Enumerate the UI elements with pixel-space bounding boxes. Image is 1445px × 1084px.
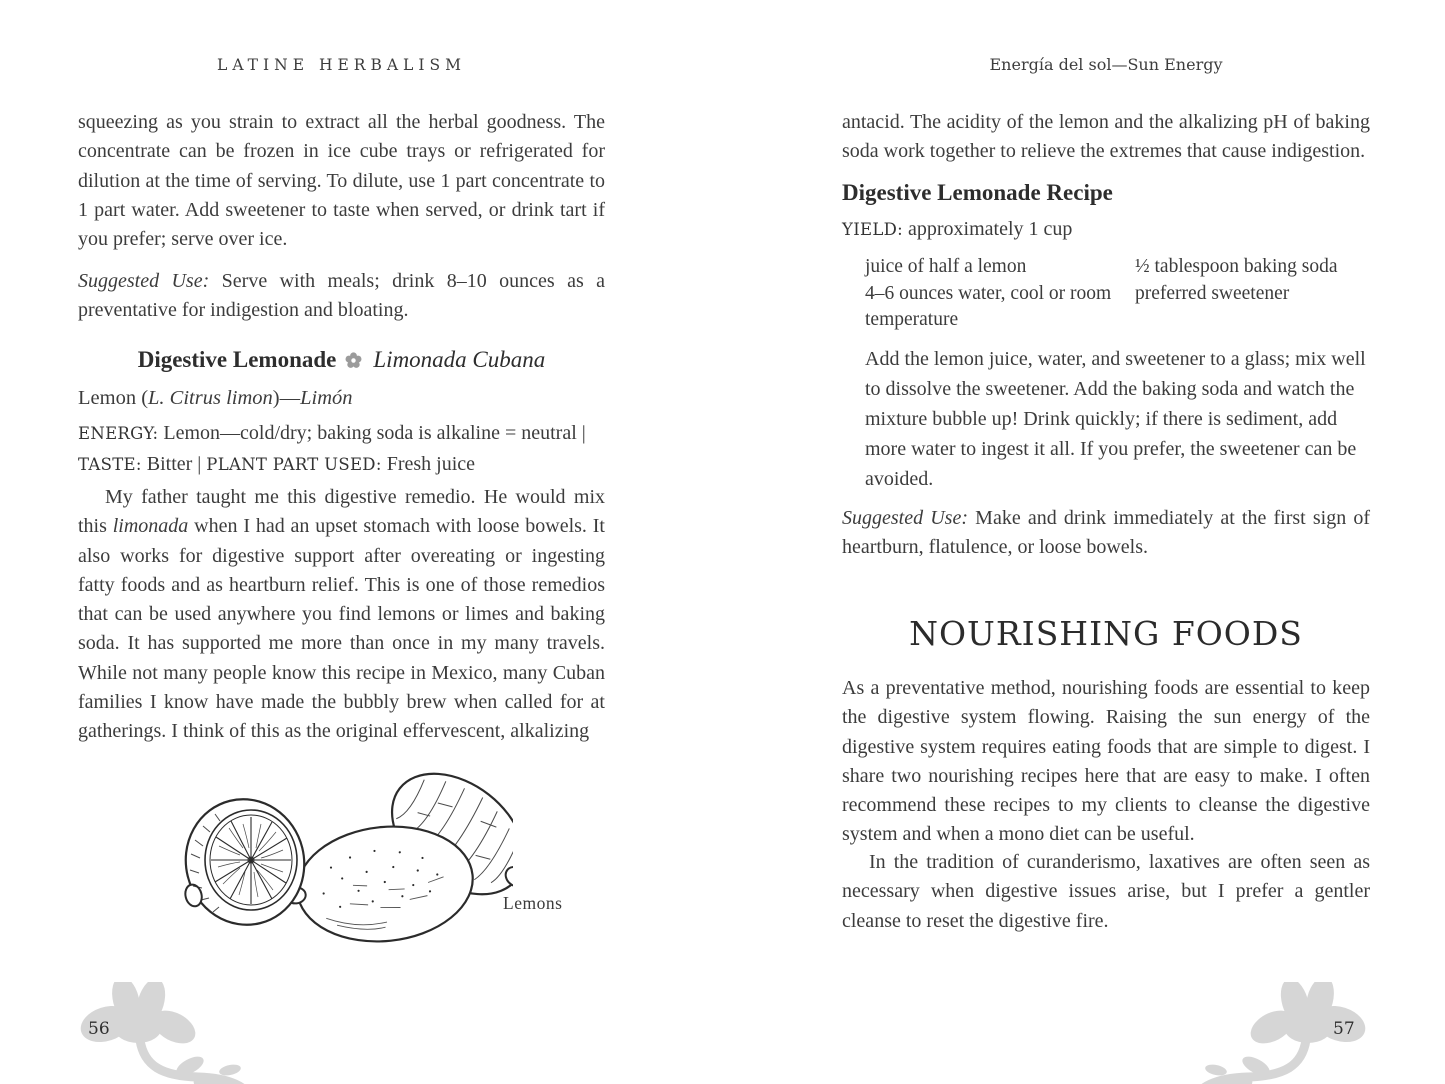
body-text-italic: limonada (112, 515, 189, 538)
instructions-paragraph: Add the lemon juice, water, and sweetener to a glass; mix well to dissolve the sweetener. Add the baking soda and watch the mixture bubble up! Drink quickly; if there is sediment, add more water to ingest it all. If you prefer, the sweetener can be avoided. (865, 348, 1366, 490)
left-recipe-heading (78, 345, 605, 377)
left-continuation-paragraph: squeezing as you strain to extract all the herbal goodness. The concentrate can be frozen in ice cube trays or refrigerated for dilution at the time of serving. To dilute, use 1 part concentrate to 1 part water. Add sweetener to taste when served, or drink tart if you prefer; serve over ice. (78, 111, 605, 251)
ingredient-item: ½ tablespoon baking soda (1135, 256, 1338, 277)
ingredient-item: preferred sweetener (1135, 282, 1290, 304)
nourishing-foods-paragraph-1: As a preventative method, nourishing foods are essential to keep the digestive system flowing. Raising the sun energy of the digestive system requires eating foods that are simple to digest. I share two nourishing recipes here that are easy to make. I often recommend these recipes to my clients to cleanse the digestive system and when a mono diet can be useful. (842, 677, 1370, 846)
plant-latin-name: L. Citrus limon (148, 387, 273, 409)
taste-text: Bitter | (141, 453, 207, 475)
yield-text: approximately 1 cup (903, 218, 1073, 240)
plant-properties (78, 418, 605, 480)
ingredient-item: juice of half a lemon (865, 256, 1027, 277)
plant-name-part: Lemon ( (78, 387, 149, 409)
right-running-head: Energía del sol—Sun Energy (989, 55, 1223, 74)
energy-text: Lemon—cold/dry; baking soda is alkaline = neutral | (158, 422, 586, 444)
recipe-subtitle: Limonada Cubana (373, 347, 546, 372)
left-page (78, 0, 605, 1084)
nourishing-foods-heading: NOURISHING FOODS (909, 614, 1303, 653)
right-suggested-use (842, 504, 1370, 563)
body-text: My father taught me this digestive remedio. He would mix this (78, 486, 605, 538)
right-continuation-paragraph: antacid. The acidity of the lemon and the alkalizing pH of baking soda work together to relieve the extremes that cause indigestion. (842, 111, 1370, 163)
left-suggested-use (78, 267, 605, 326)
suggested-use-text: Make and drink immediately at the first sign of heartburn, flatulence, or loose bowels. (842, 507, 1371, 559)
plant-part-label: PLANT PART USED: (206, 455, 382, 474)
yield-line (842, 218, 1370, 241)
suggested-use-label: Suggested Use: (78, 270, 210, 292)
yield-label: YIELD: (842, 220, 904, 239)
recipe-section-heading: Digestive Lemonade Recipe (842, 180, 1113, 205)
plant-name-part: )— (272, 387, 301, 409)
flower-ornament-icon (345, 347, 362, 377)
body-text: when I had an upset stomach with loose bowels. It also works for digestive support after overeating or ingesting fatty foods and as heartburn relief. This is one of those remedios that can be used anywhere you find lemons or limes and baking soda. It has supported me more than once in my many travels. While not many people know this recipe in Mexico, many Cuban families I know have made the bubbly brew when called for at gatherings. I think of this as the original effervescent, alkalizing (78, 515, 605, 743)
ingredient-item: 4–6 ounces water, cool or room temperature (865, 282, 1112, 330)
suggested-use-text: Serve with meals; drink 8–10 ounces as a preventative for indigestion and bloating. (78, 270, 606, 322)
illustration-caption: Lemons (503, 893, 563, 913)
nourishing-foods-paragraph-2: In the tradition of curanderismo, laxatives are often seen as necessary when digestive issues arise, but I prefer a gentler cleanse to reset the digestive fire. (842, 851, 1370, 932)
corner-flower-ornament-left (38, 982, 318, 1084)
right-page (842, 0, 1370, 1084)
plant-spanish-name: Limón (300, 387, 353, 409)
left-body-paragraph (78, 483, 605, 747)
recipe-title: Digestive Lemonade (137, 347, 337, 372)
taste-label: TASTE: (78, 455, 142, 474)
left-running-head: LATINE HERBALISM (217, 56, 466, 74)
lemons-illustration (173, 762, 513, 947)
plant-name-line (78, 387, 605, 410)
suggested-use-label: Suggested Use: (842, 507, 969, 529)
plant-part-text: Fresh juice (381, 453, 476, 475)
left-page-number: 56 (88, 1019, 110, 1039)
corner-flower-ornament-right (1128, 982, 1408, 1084)
right-page-number: 57 (1333, 1019, 1355, 1039)
ingredients-list (865, 254, 1393, 334)
energy-label: ENERGY: (78, 424, 159, 443)
